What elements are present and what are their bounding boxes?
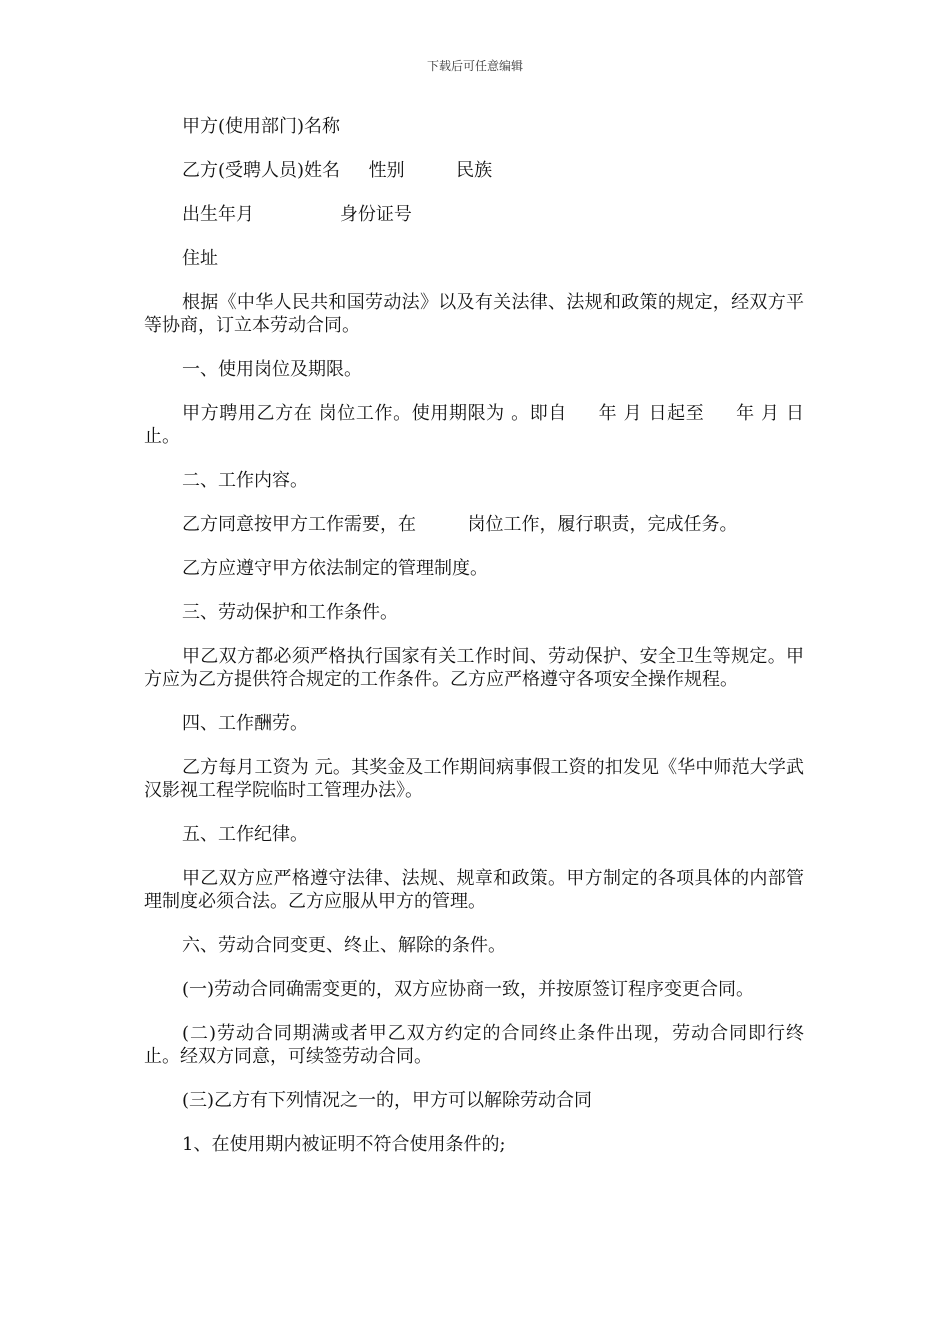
section-6-item-1: 1、在使用期内被证明不符合使用条件的;	[182, 1134, 506, 1155]
birth-id-line: 出生年月 身份证号	[182, 204, 412, 225]
section-heading-1: 一、使用岗位及期限。	[182, 359, 362, 380]
address-line: 住址	[182, 248, 218, 269]
preamble-paragraph: 根据《中华人民共和国劳动法》以及有关法律、法规和政策的规定，经双方平等协商，订立本劳动合同。	[144, 292, 804, 336]
header-note: 下载后可任意编辑	[426, 59, 523, 73]
section-4-paragraph: 乙方每月工资为 元。其奖金及工作期间病事假工资的扣发见《华中师范大学武汉影视工程学院临时工管理办法》。	[144, 757, 804, 801]
section-1-paragraph: 甲方聘用乙方在 岗位工作。使用期限为 。即自 年 月 日起至 年 月 日止。	[144, 403, 804, 447]
section-5-paragraph: 甲乙双方应严格遵守法律、法规、规章和政策。甲方制定的各项具体的内部管理制度必须合法。乙方应服从甲方的管理。	[144, 868, 804, 912]
section-heading-6: 六、劳动合同变更、终止、解除的条件。	[182, 935, 506, 956]
document-body	[144, 115, 804, 1177]
section-heading-3: 三、劳动保护和工作条件。	[182, 602, 398, 623]
section-heading-4: 四、工作酬劳。	[182, 713, 308, 734]
section-2-paragraph-1: 乙方同意按甲方工作需要，在 岗位工作，履行职责，完成任务。	[182, 514, 738, 535]
party-a-name-line: 甲方(使用部门)名称	[182, 116, 341, 137]
section-6-clause-1: (一)劳动合同确需变更的，双方应协商一致，并按原签订程序变更合同。	[182, 979, 755, 1000]
party-b-info-line: 乙方(受聘人员)姓名 性别 民族	[182, 160, 493, 181]
section-3-paragraph: 甲乙双方都必须严格执行国家有关工作时间、劳动保护、安全卫生等规定。甲方应为乙方提供符合规定的工作条件。乙方应严格遵守各项安全操作规程。	[144, 646, 804, 690]
section-6-clause-2: (二)劳动合同期满或者甲乙双方约定的合同终止条件出现，劳动合同即行终止。经双方同意，可续签劳动合同。	[144, 1023, 804, 1067]
section-heading-2: 二、工作内容。	[182, 470, 308, 491]
section-heading-5: 五、工作纪律。	[182, 824, 308, 845]
section-2-paragraph-2: 乙方应遵守甲方依法制定的管理制度。	[182, 558, 488, 579]
section-6-clause-3: (三)乙方有下列情况之一的，甲方可以解除劳动合同	[182, 1090, 593, 1111]
